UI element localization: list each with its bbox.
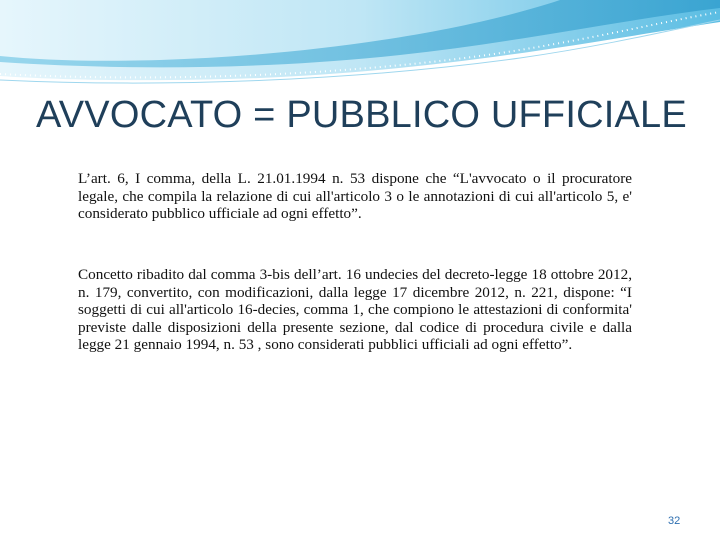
paragraph-art-6: L’art. 6, I comma, della L. 21.01.1994 n. 53 dispone che “L'avvocato o il procuratore legale, che compila la relazione di cui all'articolo 3 o le annotazioni di cui all'articolo 5, e' considerato pubblico ufficiale ad ogni effetto”. [78,170,632,222]
page-number: 32 [668,515,681,527]
header-wave-decoration [0,0,720,90]
paragraph-comma-3-bis: Concetto ribadito dal comma 3-bis dell’art. 16 undecies del decreto-legge 18 ottobre 2012, n. 179, convertito, con modificazioni, dalla legge 17 dicembre 2012, n. 221, dispone: “I soggetti di cui all'articolo 16-decies, comma 1, che compiono le attestazioni di conformita' previste dalle disposizioni della presente sezione, dal codice di procedura civile e dalla legge 21 gennaio 1994, n. 53 , sono considerati pubblici ufficiali ad ogni effetto”. [78,266,632,353]
slide-title: AVVOCATO = PUBBLICO UFFICIALE [36,94,687,136]
